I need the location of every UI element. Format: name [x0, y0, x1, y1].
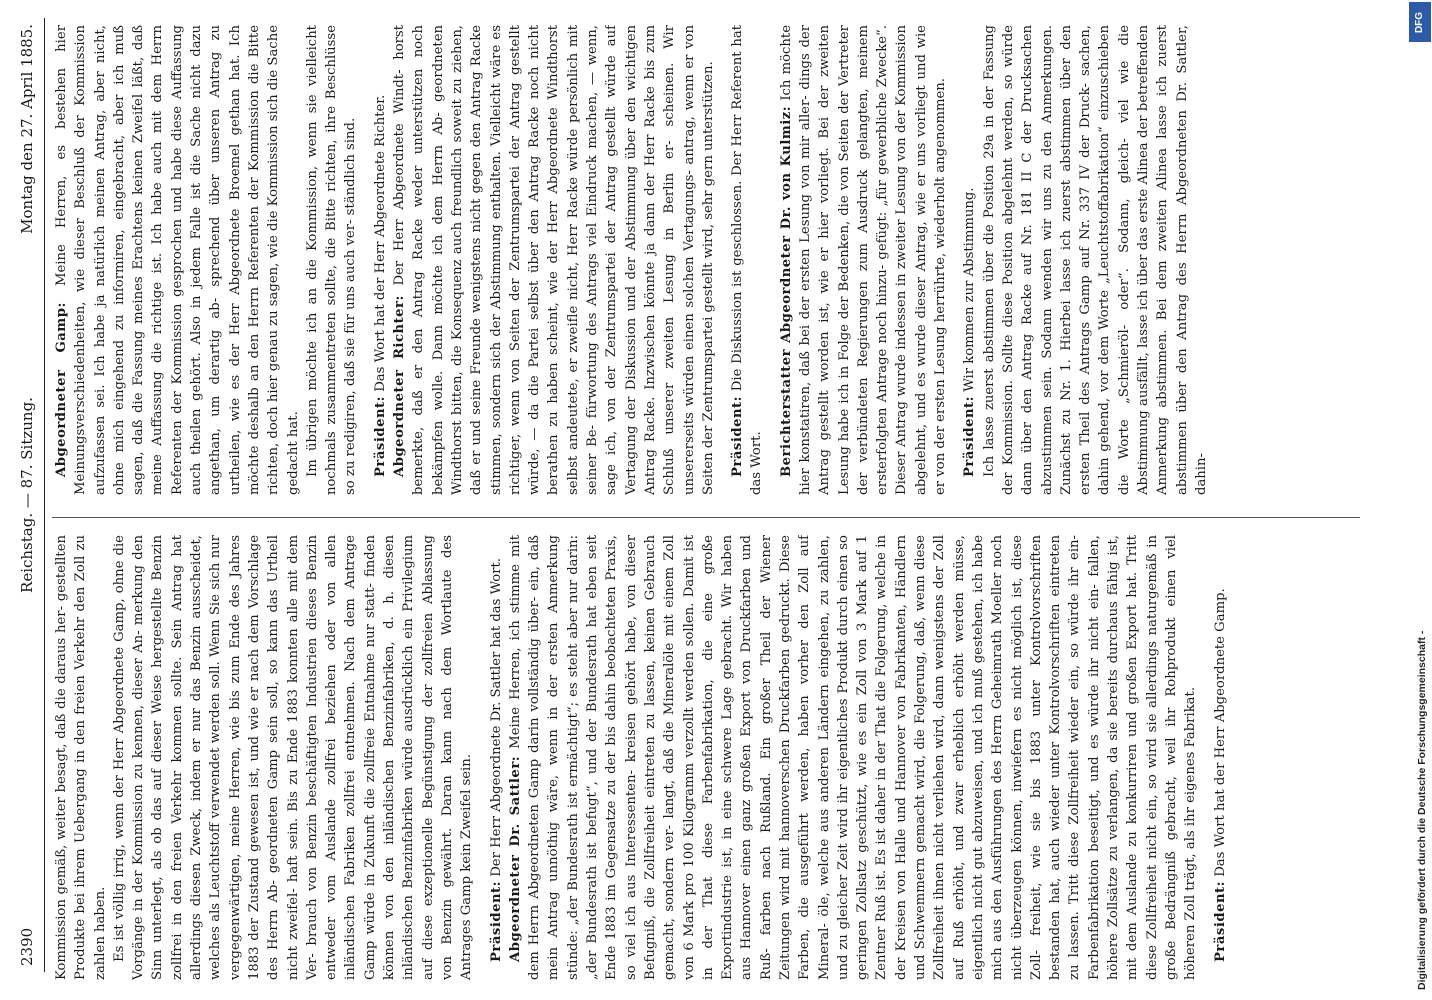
page-number: 2390	[18, 927, 36, 966]
paragraph: Im übrigen möchte ich an die Kommission, wenn sie vielleicht nochmals zusammentreten sollte, die Bitte richten, ihre Beschlüsse so zu redigiren, daß sie für uns auch ver- ständlich sind.	[304, 25, 359, 495]
speaker-label: Präsident:	[962, 395, 978, 477]
paragraph: Es ist völlig irrig, wenn der Herr Abgeordnete Gamp, ohne die Vorgänge in der Kommission zu kennen, dieser An- merkung den Sinn unterlegt, als ob das auf dieser Weise hergestellte Benzin zollfrei in den freien Verkehr kommen sollte. Sein Antrag hat allerdings diesen Zweck, indem er nur das Benzin ausscheidet, welches als Leuchtstoff verwendet werden soll. Wenn Sie sich nur vergegenwärtigen, meine Herren, wie bis zum Ende des Jahres 1883 der Zustand gewesen ist, und wie er nach dem Vorschlage des Herrn Ab- geordneten Gamp sein soll, so kann das Urtheil nicht zweifel- haft sein. Bis zu Ende 1883 konnten alle mit dem Ver- brauch von Benzin beschäftigten Industrien dieses Benzin entweder vom Auslande zollfrei beziehen oder von allen inländischen Fabriken zollfrei entnehmen. Nach dem Antrage Gamp würde in Zukunft die zollfreie Entnahme nur statt- finden können von den inländischen Benzinfabriken, d. h. diesen inländischen Benzinfabriken würde ausdrücklich ein Privilegium auf diese exzeptionelle Begünstigung der zollfreien Ablassung von Benzin gewährt. Daran kann nach dem Wortlaute des Antrages Gamp kein Zweifel sein.	[111, 535, 475, 980]
paragraph: Präsident: Wir kommen zur Abstimmung.	[962, 187, 978, 477]
paragraph: Abgeordneter Gamp: Meine Herren, es bestehen hier Meinungsverschiedenheiten, wie dieser Beschluß der Kommission aufzufassen sei. Ich habe ja natürlich meinen Antrag, aber nicht, ohne mich eingehend zu informiren, eingebracht, aber ich muß sagen, daß die Fassung meines Erachtens keinen Zweifel läßt, daß meine Auffassung die richtige ist. Ich habe auch mit dem Herrn Referenten der Kommission gesprochen und habe diese Auffassung auch theilen gehört. Also in jedem Falle ist die Sache nicht dazu angethan, um derartig ab- sprechend über unseren Antrag zu urtheilen, wie es der Herr Abgeordnete Broemel gethan hat. Ich möchte deshalb an den Herrn Referenten der Kommission die Bitte richten, doch hier genau zu sagen, wie die Kommission sich die Sache gedacht hat.	[54, 25, 301, 495]
column-divider	[52, 517, 1360, 518]
paragraph: Berichterstatter Abgeordneter Dr. von Kulmiz: Ich möchte hier konstatiren, daß bei der ersten Lesung von mir aller- dings der Antrag gestellt worden ist, wie er hier vorliegt. Bei der zweiten Lesung habe ich in Folge der Bedenken, die von Seiten der Vertreter der verbündeten Regierungen zum Ausdruck gelangten, meinem ersterfolgten Antrage noch hinzu- gefügt: „für gewerbliche Zwecke“. Dieser Antrag wurde indessen in zweiter Lesung von der Kommission abgelehnt, und es wurde dieser Antrag, wie er uns vorliegt und wie er von der ersten Lesung herrührte, wiederholt angenommen.	[778, 25, 949, 495]
paragraph: Präsident: Die Diskussion ist geschlossen. Der Herr Referent hat das Wort.	[730, 25, 765, 495]
speaker-label: Abgeordneter Dr. Sattler:	[507, 755, 523, 962]
speaker-label: Präsident:	[730, 395, 746, 477]
dfg-logo	[1409, 2, 1431, 42]
speaker-label: Präsident:	[1212, 880, 1228, 962]
paragraph: Präsident: Das Wort hat der Herr Abgeordnete Richter.	[372, 94, 388, 477]
left-column	[52, 535, 1360, 980]
paragraph: Abgeordneter Dr. Sattler: Meine Herren, ich stimme mit dem Herrn Abgeordneten Gamp darin vollständig über- ein, daß mein Antrag unnöthig wäre, wenn in der ersten Anmerkung stünde: „der Bundesrath ist ermächtigt“; es steht aber nur darin: „der Bundesrath ist befugt“, und der Bundesrath hat eben seit Ende 1883 im Gegensatze zu der bis dahin beobachteten Praxis, so viel ich aus Interessenten- kreisen gehört habe, von dieser Befugniß, die Zollfreiheit eintreten zu lassen, keinen Gebrauch gemacht, sondern ver- langt, daß die Mineralöle mit einem Zoll von 6 Mark pro 100 Kilogramm verzollt werden sollen. Damit ist in der That diese Farbenfabrikation, die eine große Exportindustrie ist, in eine schwere Lage gebracht. Wir haben aus Hannover einen ganz großen Export von Druckfarben und Ruß- farben nach Rußland. Ein großer Theil der Wiener Zeitungen wird mit hannoverschen Druckfarben gedruckt. Diese Farben, die ausgeführt werden, haben vorher den Zoll auf Mineral- öle, welche aus anderen Ländern eingehen, zu zahlen, und zu gleicher Zeit wird ihr eigentliches Produkt durch einen so geringen Zollsatz geschützt, wie es ein Zoll von 3 Mark auf 1 Zentner Ruß ist. Es ist daher in der That die Folgerung, welche in der Kreisen von Halle und Hannover von Fabrikanten, Händlern und Schwemmern gemacht wird, die Folgerung, daß, wenn diese Zollfreiheit ihnen nicht verliehen wird, dann wenigstens der Zoll auf Ruß erhöht, und zwar erheblich erhöht werden müsse, eigentlich nicht gut abzuweisen, und ich muß gestehen, ich habe mich aus den Ausführungen des Herrn Geheimrath Moeller noch nicht überzeugen können, inwiefern es nicht möglich ist, diese Zoll- freiheit, wie sie bis 1883 unter Kontrolvorschriften bestanden hat, auch wieder unter Kontrolvorschriften eintreten zu lassen. Tritt diese Zollfreiheit wieder ein, so würde ihr ein- Farbenfabrikation beseitigt, und es würde ihr nicht ein- fallen, höhere Zollsätze zu verlangen, da sie bereits durchaus fähig ist, mit dem Auslande zu konkurriren und großen Export hat. Tritt diese Zollfreiheit nicht ein, so wird sie allerdings naturgemäß in große Bedrängniß gebracht, weil ihr Rohprodukt einen viel höheren Zoll trägt, als ihr eigenes Fabrikat.	[507, 535, 1199, 980]
paragraph: Kommission gemäß, weiter besagt, daß die daraus her- gestellten Produkte bei ihrem Uebergang in den freien Verkehr den Zoll zu zahlen haben.	[54, 535, 108, 980]
session-title: Reichstag. — 87. Sitzung.	[18, 397, 36, 593]
paragraph: Ich lasse zuerst abstimmen über die Position 29a in der Fassung der Kommission. Sollte diese Position abgelehnt werden, so würde dann über den Antrag Racke auf Nr. 181 II C der Drucksachen abzustimmen sein. Sodann wenden wir uns zu den Anmerkungen. Zunächst zu Nr. 1. Hierbei lasse ich zuerst abstimmen über den ersten Theil des Antrags Gamp auf Nr. 337 IV der Druck- sachen, dahin gehend, vor dem Worte „Leuchtstoffabrikation“ einzuschieben die Worte „Schmieröl- oder“. Sodann, gleich- viel wie die Abstimmung ausfällt, lasse ich über das erste Alinea der betreffenden Anmerkung abstimmen. Bei dem zweiten Alinea lasse ich zuerst abstimmen über den Antrag des Herrn Abgeordneten Dr. Sattler, dahin-	[981, 25, 1209, 495]
paragraph: Präsident: Das Wort hat der Herr Abgeordnete Gamp.	[1212, 588, 1228, 962]
dfg-logo-text: DFG	[1414, 11, 1426, 33]
speaker-label: Präsident:	[372, 395, 388, 477]
speaker-label: Abgeordneter Richter:	[392, 295, 408, 477]
paragraph: Abgeordneter Richter: Der Herr Abgeordnete Windt- horst bemerkte, daß er den Antrag Racke weder unterstützen noch bekämpfen wolle. Dann möchte ich dem Herrn Ab- geordneten Windthorst bitten, die Konsequenz auch freundlich soweit zu ziehen, daß er und seine Freunde wenigstens nicht gegen den Antrag Racke stimmen, sondern sich der Abstimmung enthalten. Vielleicht wäre es richtiger, wenn von Seiten der Zentrumspartei der Antrag gestellt würde, — da die Partei selbst über den Antrag Racke noch nicht berathen zu haben scheint, wie der Herr Abgeordnete Windthorst selbst andeutete, er zweifle nicht, Herr Racke würde persönlich mit seiner Be- fürwortung des Antrags viel Eindruck machen, — wenn, sage ich, von der Zentrumspartei der Antrag gestellt würde auf Vertagung der Diskussion und der Abstimmung über den wichtigen Antrag Racke. Inzwischen könnte ja dann der Herr Racke bis zum Schluß unserer zweiten Lesung in Berlin er- scheinen. Wir unsererseits würden einen solchen Vertagungs- antrag, wenn er von Seiten der Zentrumspartei gestellt wird, sehr gern unterstützen.	[392, 25, 716, 495]
dfg-credit-text: Digitalisierung gefördert durch die Deutsche Forschungsgemeinschaft -	[1416, 630, 1428, 990]
paragraph: Präsident: Der Herr Abgeordnete Dr. Sattler hat das Wort.	[488, 557, 504, 962]
session-date: Montag den 27. April 1885.	[18, 24, 36, 234]
page-header	[8, 18, 45, 972]
speaker-label: Berichterstatter Abgeordneter Dr. von Kulmiz:	[778, 105, 794, 477]
right-column	[52, 25, 1360, 495]
speaker-label: Präsident:	[488, 880, 504, 962]
speaker-label: Abgeordneter Gamp:	[54, 302, 69, 477]
